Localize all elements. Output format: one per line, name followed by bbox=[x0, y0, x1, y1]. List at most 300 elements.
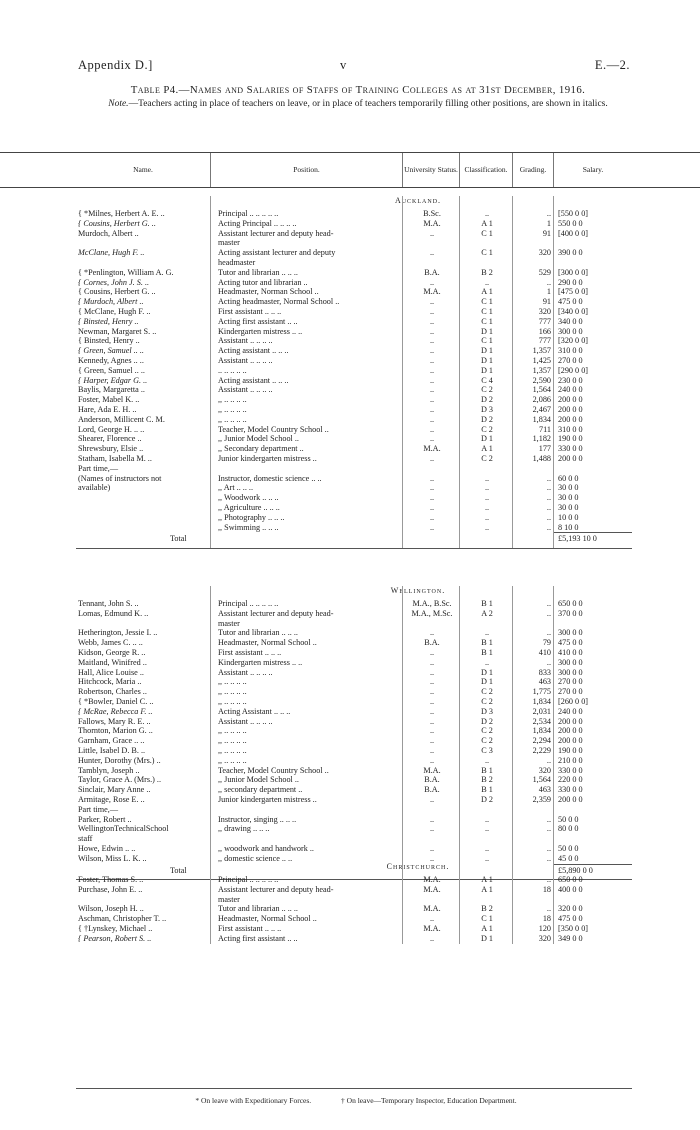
classification-cell: C 2 bbox=[481, 697, 493, 706]
name-cell: Shearer, Florence .. bbox=[78, 434, 142, 444]
position-cell: Tutor and librarian .. .. .. bbox=[218, 267, 298, 277]
salary-cell: 300 0 0 bbox=[558, 657, 583, 667]
name-cell: { Murdoch, Albert .. bbox=[78, 297, 144, 307]
table-row bbox=[0, 493, 700, 503]
col-name: Name. bbox=[76, 153, 211, 187]
column-headers bbox=[0, 152, 700, 188]
university-cell: .. bbox=[429, 395, 435, 405]
name-cell: Howe, Edwin .. .. bbox=[78, 844, 136, 853]
table-row bbox=[0, 726, 700, 736]
table-row bbox=[0, 619, 700, 629]
salary-cell: 270 0 0 bbox=[558, 356, 583, 365]
name-cell: Wilson, Miss L. K. .. bbox=[78, 853, 147, 863]
university-cell: .. bbox=[429, 824, 435, 834]
classification-cell: D 2 bbox=[480, 414, 494, 424]
table-row bbox=[0, 248, 700, 258]
university-cell: .. bbox=[429, 277, 435, 287]
classification-cell: C 2 bbox=[481, 726, 493, 736]
column-divider bbox=[553, 862, 554, 944]
column-divider bbox=[512, 196, 513, 548]
grading-cell: 320 bbox=[538, 248, 551, 258]
position-cell: Acting assistant .. .. .. bbox=[218, 346, 289, 356]
classification-cell: .. bbox=[484, 512, 490, 522]
classification-cell: B 1 bbox=[481, 765, 493, 775]
table-row bbox=[0, 513, 700, 523]
footnote-expeditionary: * On leave with Expeditionary Forces. bbox=[195, 1096, 312, 1105]
classification-cell: C 2 bbox=[481, 454, 493, 463]
col-position: Position. bbox=[211, 153, 403, 187]
total-row bbox=[0, 534, 700, 544]
grading-cell: .. bbox=[546, 503, 551, 512]
position-cell: Principal .. .. .. .. .. bbox=[218, 209, 279, 218]
classification-cell: C 1 bbox=[481, 297, 493, 307]
grading-cell: 79 bbox=[542, 638, 551, 648]
grading-cell: 410 bbox=[538, 648, 551, 657]
table-row bbox=[0, 834, 700, 844]
classification-cell: C 1 bbox=[481, 316, 493, 326]
name-cell: Webb, James C. .. .. bbox=[78, 638, 143, 648]
name-cell: Hitchcock, Maria .. bbox=[78, 677, 142, 687]
total-label: Total bbox=[170, 865, 187, 875]
name-cell: { Cousins, Herbert G. .. bbox=[78, 287, 156, 297]
university-cell: B.Sc. bbox=[423, 209, 441, 218]
column-divider bbox=[512, 586, 513, 879]
grading-cell: .. bbox=[546, 844, 551, 853]
grading-cell: .. bbox=[546, 512, 551, 522]
name-cell: { Cornes, John J. S. .. bbox=[78, 277, 150, 287]
classification-cell: .. bbox=[484, 503, 490, 512]
salary-cell: 210 0 0 bbox=[558, 755, 583, 765]
table-row bbox=[0, 366, 700, 376]
salary-cell: [300 0 0] bbox=[558, 267, 589, 277]
position-cell: First assistant .. .. .. bbox=[218, 924, 282, 933]
grading-cell: 2,534 bbox=[532, 716, 551, 726]
table-row bbox=[0, 736, 700, 746]
table-row bbox=[0, 474, 700, 484]
salary-cell: 200 0 0 bbox=[558, 736, 583, 746]
position-cell: Tutor and librarian .. .. .. bbox=[218, 628, 298, 638]
position-cell: Acting Assistant .. .. .. bbox=[218, 706, 291, 716]
position-cell: ,, .. .. .. .. bbox=[218, 755, 247, 765]
table-row bbox=[0, 278, 700, 288]
name-cell: { *Penlington, William A. G. bbox=[78, 267, 174, 277]
classification-cell: D 1 bbox=[480, 346, 494, 356]
classification-cell: A 1 bbox=[481, 444, 493, 454]
name-cell: Tennant, John S. .. bbox=[78, 599, 139, 608]
university-cell: .. bbox=[429, 648, 435, 657]
table-row bbox=[0, 875, 700, 885]
university-cell: .. bbox=[429, 746, 435, 755]
footnote-inspector: † On leave—Temporary Inspector, Education Department. bbox=[341, 1096, 517, 1105]
name-cell: Baylis, Margaretta .. bbox=[78, 385, 145, 395]
total-rule bbox=[553, 532, 632, 533]
name-cell: Foster, Thomas S. .. bbox=[78, 875, 144, 884]
university-cell: M.A. bbox=[423, 884, 441, 894]
classification-cell: D 1 bbox=[480, 326, 494, 336]
table-row bbox=[0, 785, 700, 795]
salary-cell: [400 0 0] bbox=[558, 228, 589, 238]
position-cell: headmaster bbox=[218, 258, 256, 267]
salary-cell: 330 0 0 bbox=[558, 785, 583, 795]
classification-cell: D 1 bbox=[480, 356, 494, 365]
header-page-number: v bbox=[340, 58, 347, 72]
position-cell: Acting assistant lecturer and deputy bbox=[218, 248, 336, 258]
table-row bbox=[0, 229, 700, 239]
table-row bbox=[0, 444, 700, 454]
position-cell: ,, .. .. .. .. bbox=[218, 687, 247, 697]
university-cell: .. bbox=[429, 667, 435, 677]
position-cell: Tutor and librarian .. .. .. bbox=[218, 904, 298, 914]
grading-cell: 463 bbox=[538, 677, 551, 687]
grading-cell: 1,564 bbox=[532, 775, 551, 785]
grading-cell: 1 bbox=[546, 218, 551, 228]
salary-cell: 50 0 0 bbox=[558, 814, 579, 824]
note-label: Note. bbox=[108, 99, 129, 109]
position-cell: Acting assistant .. .. .. bbox=[218, 375, 289, 385]
position-cell: Headmaster, Normal School .. bbox=[218, 914, 317, 924]
currency-header bbox=[0, 196, 700, 206]
position-cell: Assistant lecturer and deputy head- bbox=[218, 884, 334, 894]
column-divider bbox=[553, 196, 554, 548]
grading-cell: 320 bbox=[538, 307, 551, 316]
position-cell: Assistant lecturer and deputy head- bbox=[218, 608, 334, 618]
university-cell: .. bbox=[429, 326, 435, 336]
position-cell: ,, .. .. .. .. bbox=[218, 746, 247, 755]
salary-cell: 330 0 0 bbox=[558, 444, 583, 454]
position-cell: master bbox=[218, 238, 240, 248]
table-row bbox=[0, 658, 700, 668]
table-row bbox=[0, 503, 700, 513]
university-cell: .. bbox=[429, 454, 435, 463]
grading-cell: .. bbox=[546, 755, 551, 765]
salary-cell: 200 0 0 bbox=[558, 716, 583, 726]
name-cell: Parker, Robert .. bbox=[78, 814, 132, 824]
name-cell: Foster, Mabel K. .. bbox=[78, 395, 140, 405]
classification-cell: .. bbox=[484, 628, 490, 638]
position-cell: Headmaster, Norman School .. bbox=[218, 287, 319, 297]
classification-cell: C 1 bbox=[481, 336, 493, 346]
table-row bbox=[0, 824, 700, 834]
position-cell: Teacher, Model Country School .. bbox=[218, 424, 329, 434]
table-row bbox=[0, 464, 700, 474]
table-row bbox=[0, 336, 700, 346]
table-row bbox=[0, 395, 700, 405]
university-cell: .. bbox=[429, 853, 435, 863]
salary-cell: 45 0 0 bbox=[558, 853, 579, 863]
salary-cell: 190 0 0 bbox=[558, 746, 583, 755]
table-row bbox=[0, 385, 700, 395]
name-cell: WellingtonTechnicalSchool bbox=[78, 824, 169, 834]
university-cell: B.A. bbox=[424, 775, 440, 785]
university-cell: .. bbox=[429, 677, 435, 687]
classification-cell: C 1 bbox=[481, 228, 493, 238]
position-cell: Kindergarten mistress .. .. bbox=[218, 326, 303, 336]
position-cell: ,, .. .. .. .. bbox=[218, 697, 247, 706]
section-rule bbox=[76, 548, 632, 549]
grading-cell: .. bbox=[546, 875, 551, 884]
grading-cell: 1,425 bbox=[532, 356, 551, 365]
position-cell: Acting first assistant .. .. bbox=[218, 933, 298, 943]
table-row bbox=[0, 638, 700, 648]
position-cell: Assistant .. .. .. .. bbox=[218, 356, 273, 365]
table-row bbox=[0, 297, 700, 307]
table-row bbox=[0, 766, 700, 776]
university-cell: M.A. bbox=[423, 904, 441, 914]
university-cell: .. bbox=[429, 375, 435, 385]
grading-cell: 2,467 bbox=[532, 405, 551, 414]
grading-cell: 1,488 bbox=[532, 454, 551, 463]
column-divider bbox=[210, 586, 211, 879]
name-cell: Aschman, Christopher T. .. bbox=[78, 914, 167, 924]
name-cell: { McRae, Rebecca F. .. bbox=[78, 706, 153, 716]
grading-cell: 463 bbox=[538, 785, 551, 795]
salary-cell: 300 0 0 bbox=[558, 326, 583, 336]
name-cell: available) bbox=[78, 483, 111, 493]
position-cell: ,, drawing .. .. .. bbox=[218, 824, 270, 834]
university-cell: M.A., B.Sc. bbox=[412, 599, 452, 608]
university-cell: .. bbox=[429, 687, 435, 697]
grading-cell: 1 bbox=[546, 287, 551, 297]
grading-cell: 18 bbox=[542, 884, 551, 894]
university-cell: M.A. bbox=[423, 444, 441, 454]
name-cell: Hunter, Dorothy (Mrs.) .. bbox=[78, 755, 161, 765]
university-cell: .. bbox=[429, 356, 435, 365]
position-cell: ,, .. .. .. .. bbox=[218, 405, 247, 414]
classification-cell: D 1 bbox=[480, 434, 494, 444]
header-left: Appendix D.] bbox=[78, 58, 153, 72]
classification-cell: C 2 bbox=[481, 424, 493, 434]
classification-cell: D 1 bbox=[480, 677, 494, 687]
university-cell: B.A. bbox=[424, 785, 440, 795]
grading-cell: 2,229 bbox=[532, 746, 551, 755]
name-cell: Statham, Isabella M. .. bbox=[78, 454, 152, 463]
position-cell: master bbox=[218, 894, 240, 904]
university-cell: .. bbox=[429, 385, 435, 395]
table-row bbox=[0, 317, 700, 327]
name-cell: { †Lynskey, Michael .. bbox=[78, 924, 153, 933]
salary-cell: 400 0 0 bbox=[558, 884, 583, 894]
salary-cell: [475 0 0] bbox=[558, 287, 589, 297]
position-cell: .. .. .. .. .. bbox=[218, 365, 247, 375]
university-cell: .. bbox=[429, 493, 435, 503]
salary-cell: [550 0 0] bbox=[558, 209, 589, 218]
table-bottom-rule bbox=[76, 1088, 632, 1089]
table-row bbox=[0, 434, 700, 444]
university-cell: B.A. bbox=[424, 638, 440, 648]
name-cell: Anderson, Millicent C. M. bbox=[78, 414, 165, 424]
table-row bbox=[0, 885, 700, 895]
classification-cell: B 1 bbox=[481, 599, 493, 608]
column-divider bbox=[512, 862, 513, 944]
grading-cell: 177 bbox=[538, 444, 551, 454]
position-cell: ,, domestic science .. .. bbox=[218, 853, 293, 863]
classification-cell: C 1 bbox=[481, 248, 493, 258]
university-cell: .. bbox=[429, 414, 435, 424]
salary-cell: [320 0 0] bbox=[558, 336, 589, 346]
salary-cell: 349 0 0 bbox=[558, 933, 583, 943]
position-cell: Kindergarten mistress .. .. bbox=[218, 657, 303, 667]
university-cell: M.A., M.Sc. bbox=[411, 608, 453, 618]
university-cell: .. bbox=[429, 307, 435, 316]
position-cell: ,, .. .. .. .. bbox=[218, 395, 247, 405]
name-cell: staff bbox=[78, 834, 93, 844]
university-cell: .. bbox=[429, 365, 435, 375]
classification-cell: B 1 bbox=[481, 638, 493, 648]
salary-cell: 330 0 0 bbox=[558, 765, 583, 775]
salary-cell: 200 0 0 bbox=[558, 454, 583, 463]
classification-cell: A 1 bbox=[481, 287, 493, 297]
university-cell: .. bbox=[429, 657, 435, 667]
name-cell: Little, Isabel D. B. .. bbox=[78, 746, 146, 755]
salary-cell: 200 0 0 bbox=[558, 414, 583, 424]
classification-cell: A 2 bbox=[481, 608, 493, 618]
grading-cell: 1,357 bbox=[532, 346, 551, 356]
total-label: Total bbox=[170, 534, 187, 544]
position-cell: Instructor, singing .. .. .. bbox=[218, 814, 297, 824]
name-cell: Fallows, Mary R. E. .. bbox=[78, 716, 151, 726]
position-cell: ,, secondary department .. bbox=[218, 785, 303, 795]
university-cell: .. bbox=[429, 405, 435, 414]
position-cell: Teacher, Model Country School .. bbox=[218, 765, 329, 775]
classification-cell: B 2 bbox=[481, 775, 493, 785]
table-row bbox=[0, 707, 700, 717]
grading-cell: .. bbox=[546, 814, 551, 824]
column-divider bbox=[210, 196, 211, 548]
classification-cell: C 4 bbox=[481, 375, 493, 385]
table-row bbox=[0, 844, 700, 854]
university-cell: .. bbox=[429, 228, 435, 238]
classification-cell: D 1 bbox=[480, 365, 494, 375]
table-row bbox=[0, 483, 700, 493]
section-heading: Auckland. bbox=[394, 196, 442, 205]
name-cell: Thornton, Marion G. .. bbox=[78, 726, 153, 736]
salary-cell: [290 0 0] bbox=[558, 365, 589, 375]
name-cell: Sinclair, Mary Anne .. bbox=[78, 785, 151, 795]
name-cell: { Pearson, Robert S. .. bbox=[78, 933, 152, 943]
university-cell: .. bbox=[429, 297, 435, 307]
table-row bbox=[0, 219, 700, 229]
grading-cell: 2,031 bbox=[532, 706, 551, 716]
section-heading: Wellington. bbox=[390, 586, 446, 595]
position-cell: Principal .. .. .. .. .. bbox=[218, 599, 279, 608]
name-cell: { Binsted, Henry .. bbox=[78, 316, 139, 326]
classification-cell: .. bbox=[484, 493, 490, 503]
university-cell: .. bbox=[429, 628, 435, 638]
name-cell: Kennedy, Agnes .. .. bbox=[78, 356, 144, 365]
university-cell: .. bbox=[429, 503, 435, 512]
grading-cell: .. bbox=[546, 473, 551, 483]
table-row bbox=[0, 775, 700, 785]
table-row bbox=[0, 376, 700, 386]
university-cell: .. bbox=[429, 795, 435, 804]
classification-cell: D 1 bbox=[480, 933, 494, 943]
university-cell: .. bbox=[429, 755, 435, 765]
classification-cell: .. bbox=[484, 473, 490, 483]
salary-cell: 475 0 0 bbox=[558, 297, 583, 307]
grading-cell: .. bbox=[546, 483, 551, 493]
name-cell: Armitage, Rose E. .. bbox=[78, 795, 145, 804]
salary-cell: 200 0 0 bbox=[558, 405, 583, 414]
table-row bbox=[0, 815, 700, 825]
name-cell: Newman, Margaret S. .. bbox=[78, 326, 157, 336]
salary-cell: 200 0 0 bbox=[558, 795, 583, 804]
position-cell: Acting headmaster, Normal School .. bbox=[218, 297, 340, 307]
table-row bbox=[0, 717, 700, 727]
grading-cell: .. bbox=[546, 599, 551, 608]
table-row bbox=[0, 327, 700, 337]
column-divider bbox=[459, 862, 460, 944]
classification-cell: C 1 bbox=[481, 914, 493, 924]
classification-cell: D 3 bbox=[480, 706, 494, 716]
table-row bbox=[0, 648, 700, 658]
classification-cell: B 2 bbox=[481, 267, 493, 277]
name-cell: { Harper, Edgar G. .. bbox=[78, 375, 148, 385]
salary-cell: 220 0 0 bbox=[558, 775, 583, 785]
table-row bbox=[0, 924, 700, 934]
table-row bbox=[0, 668, 700, 678]
university-cell: .. bbox=[429, 814, 435, 824]
classification-cell: D 1 bbox=[480, 667, 494, 677]
university-cell: .. bbox=[429, 706, 435, 716]
university-cell: .. bbox=[429, 716, 435, 726]
grading-cell: .. bbox=[546, 853, 551, 863]
total-salary: £5,193 10 0 bbox=[558, 534, 597, 544]
position-cell: Junior kindergarten mistress .. bbox=[218, 795, 317, 804]
salary-cell: 50 0 0 bbox=[558, 844, 579, 853]
university-cell: .. bbox=[429, 697, 435, 706]
table-row bbox=[0, 356, 700, 366]
salary-cell: 320 0 0 bbox=[558, 904, 583, 914]
column-divider bbox=[210, 862, 211, 944]
salary-cell: 310 0 0 bbox=[558, 346, 583, 356]
name-cell: Hall, Alice Louise .. bbox=[78, 667, 144, 677]
position-cell: ,, Art .. .. .. bbox=[218, 483, 254, 493]
table-row bbox=[0, 209, 700, 219]
position-cell: Assistant .. .. .. .. bbox=[218, 336, 273, 346]
table-row bbox=[0, 425, 700, 435]
table-row bbox=[0, 238, 700, 248]
grading-cell: 777 bbox=[538, 336, 551, 346]
position-cell: ,, .. .. .. .. bbox=[218, 677, 247, 687]
table-row bbox=[0, 258, 700, 268]
university-cell: .. bbox=[429, 512, 435, 522]
salary-cell: [350 0 0] bbox=[558, 924, 589, 933]
university-cell: .. bbox=[429, 483, 435, 493]
column-divider bbox=[459, 196, 460, 548]
table-row bbox=[0, 268, 700, 278]
classification-cell: C 2 bbox=[481, 385, 493, 395]
name-cell: { Binsted, Henry .. bbox=[78, 336, 140, 346]
position-cell: Instructor, domestic science .. .. bbox=[218, 473, 322, 483]
position-cell: Acting tutor and librarian .. bbox=[218, 277, 308, 287]
salary-cell: 30 0 0 bbox=[558, 503, 579, 512]
column-divider bbox=[402, 196, 403, 548]
name-cell: Taylor, Grace A. (Mrs.) .. bbox=[78, 775, 161, 785]
grading-cell: 833 bbox=[538, 667, 551, 677]
grading-cell: 2,590 bbox=[532, 375, 551, 385]
name-cell: Wilson, Joseph H. .. bbox=[78, 904, 144, 914]
university-cell: .. bbox=[429, 248, 435, 258]
grading-cell: 91 bbox=[542, 297, 551, 307]
classification-cell: D 3 bbox=[480, 405, 494, 414]
university-cell: .. bbox=[429, 736, 435, 746]
name-cell: Hetherington, Jessie I. .. bbox=[78, 628, 158, 638]
university-cell: .. bbox=[429, 424, 435, 434]
name-cell: { McClane, Hugh F. .. bbox=[78, 307, 151, 316]
running-header bbox=[78, 58, 630, 74]
table-row bbox=[0, 599, 700, 609]
position-cell: Assistant .. .. .. .. bbox=[218, 667, 273, 677]
